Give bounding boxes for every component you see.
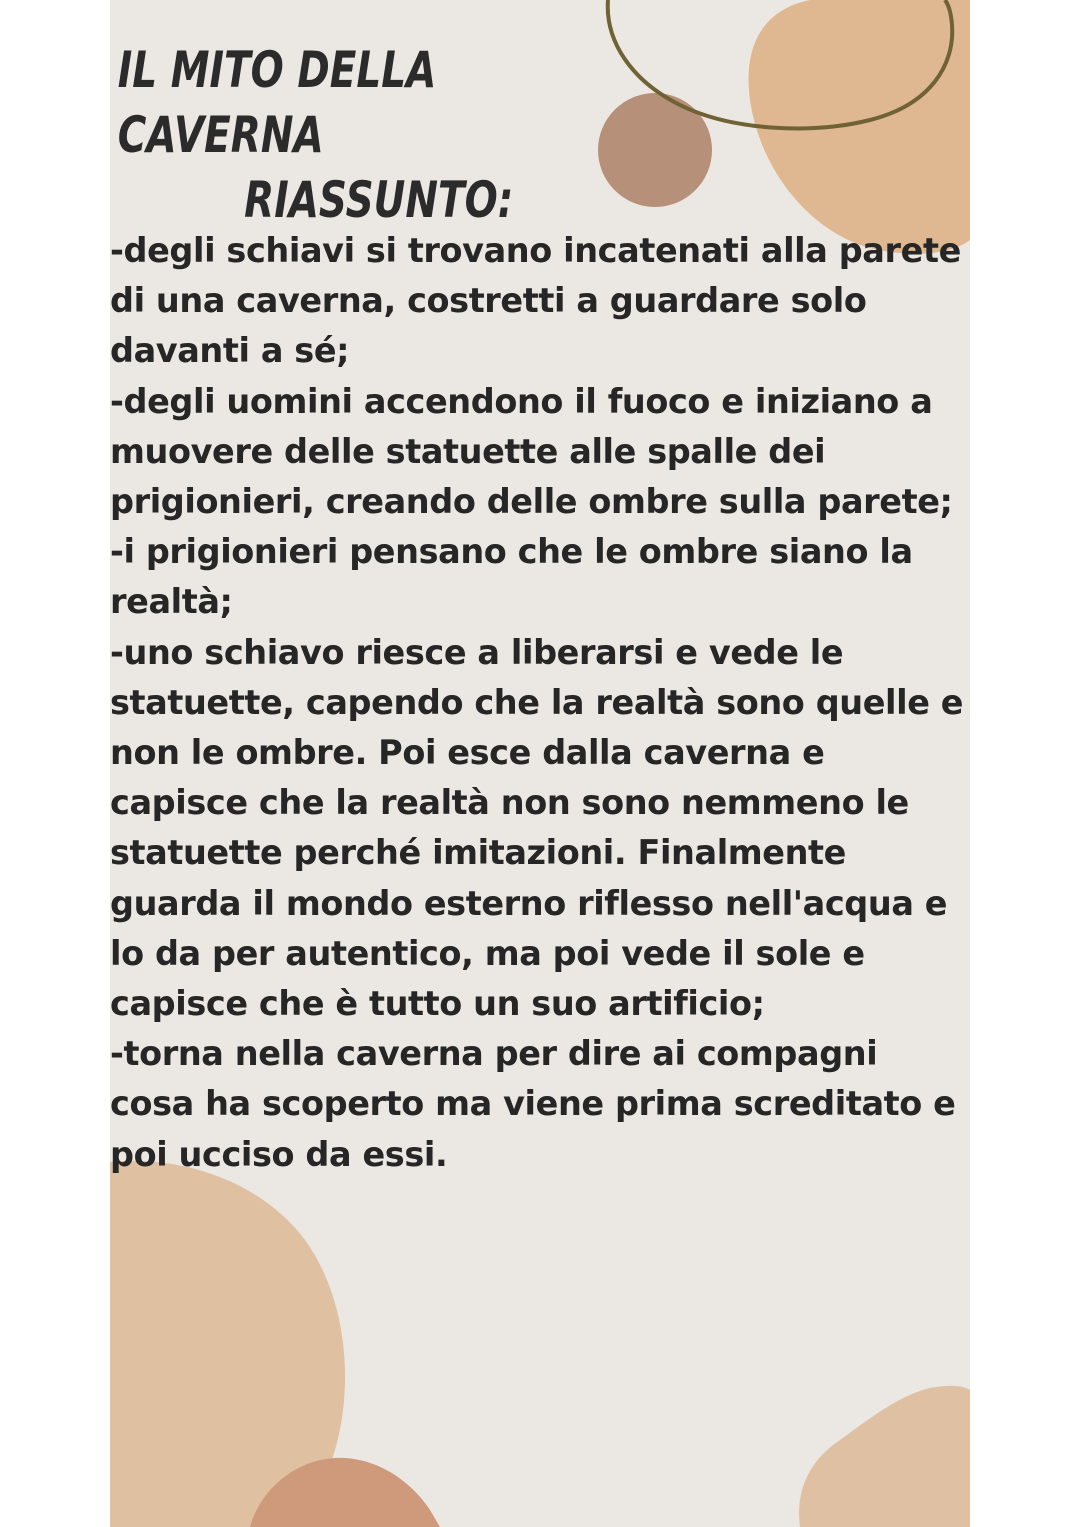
title-line-1: IL MITO DELLA CAVERNA [117, 41, 437, 164]
light-peach-blob-bottom-right [799, 1386, 970, 1527]
title-line-2: RIASSUNTO: [244, 171, 514, 229]
summary-card [110, 0, 970, 1527]
list-item: -torna nella caverna per dire ai compagni cosa ha scoperto ma viene prima screditato e poi ucciso da essi. [110, 1034, 956, 1174]
document-title [110, 38, 594, 233]
list-item: -i prigionieri pensano che le ombre siano la realtà; [110, 532, 913, 622]
list-item: -degli uomini accendono il fuoco e iniziano a muovere delle statuette alle spalle dei prigionieri, creando delle ombre sulla parete; [110, 381, 953, 522]
summary-list [110, 226, 970, 1180]
list-item: -uno schiavo riesce a liberarsi e vede le statuette, capendo che la realtà sono quelle e non le ombre. Poi esce dalla caverna e capisce che la realtà non sono nemmeno le statuette perché imitazioni. Finalmente guarda il mondo esterno riflesso nell'acqua e lo da per autentico, ma poi vede il sole e capisce che è tutto un suo artificio; [110, 632, 964, 1024]
list-item: -degli schiavi si trovano incatenati alla parete di una caverna, costretti a guardare solo davanti a sé; [110, 231, 961, 371]
